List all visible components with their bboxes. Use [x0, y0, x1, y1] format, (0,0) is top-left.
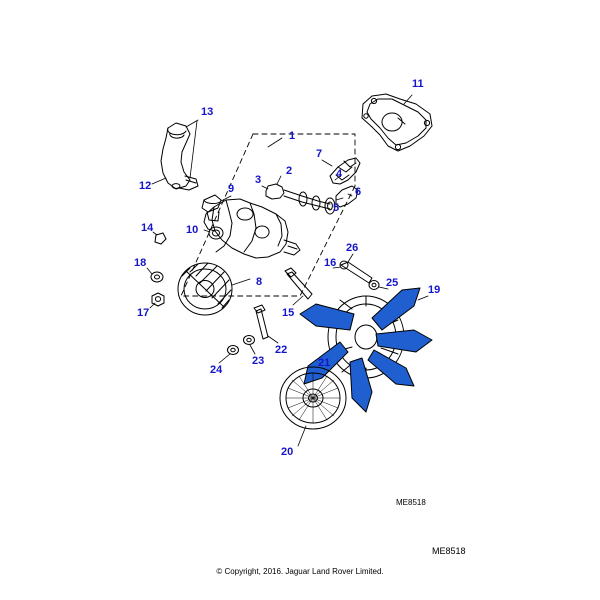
copyright-notice: © Copyright, 2016. Jaguar Land Rover Limited. — [216, 567, 384, 576]
callout-21: 21 — [318, 357, 331, 369]
callout-3: 3 — [255, 174, 262, 186]
figure-code-small: ME8518 — [396, 498, 426, 507]
part-bolt-15 — [285, 268, 312, 299]
part-washer-18 — [151, 272, 163, 282]
callout-25: 25 — [386, 277, 399, 289]
part-stud-16 — [340, 261, 372, 283]
callout-11: 11 — [412, 78, 424, 90]
callout-14: 14 — [141, 222, 154, 234]
callout-15: 15 — [282, 307, 295, 319]
part-washer-24 — [228, 346, 239, 355]
callout-22: 22 — [275, 344, 288, 356]
callout-16: 16 — [324, 257, 337, 269]
callout-13: 13 — [201, 106, 214, 118]
callout-23: 23 — [252, 355, 265, 367]
callout-5: 5 — [333, 202, 340, 214]
callout-9: 9 — [228, 183, 235, 195]
callout-6: 6 — [355, 186, 362, 198]
part-washer-25 — [369, 281, 379, 290]
callout-24: 24 — [210, 364, 223, 376]
part-shaft-group — [266, 158, 360, 214]
part-fan-19 — [300, 288, 432, 412]
part-washer-23 — [244, 336, 255, 345]
part-bolt-22 — [254, 305, 268, 339]
callout-7: 7 — [316, 148, 323, 160]
part-gasket-11 — [362, 94, 432, 151]
callout-26: 26 — [346, 242, 359, 254]
part-pulley — [178, 263, 232, 315]
callout-19: 19 — [428, 284, 441, 296]
figure-code-large: ME8518 — [432, 546, 466, 556]
callout-8: 8 — [256, 276, 263, 288]
callout-18: 18 — [134, 257, 147, 269]
callout-1: 1 — [289, 130, 296, 142]
callout-2: 2 — [286, 165, 293, 177]
callout-10: 10 — [186, 224, 199, 236]
assembly-outline — [181, 134, 355, 296]
callout-4: 4 — [336, 168, 343, 180]
callout-20: 20 — [281, 446, 294, 458]
callout-12: 12 — [139, 180, 152, 192]
callout-17: 17 — [137, 307, 150, 319]
part-viscous-coupling-20 — [280, 367, 346, 429]
